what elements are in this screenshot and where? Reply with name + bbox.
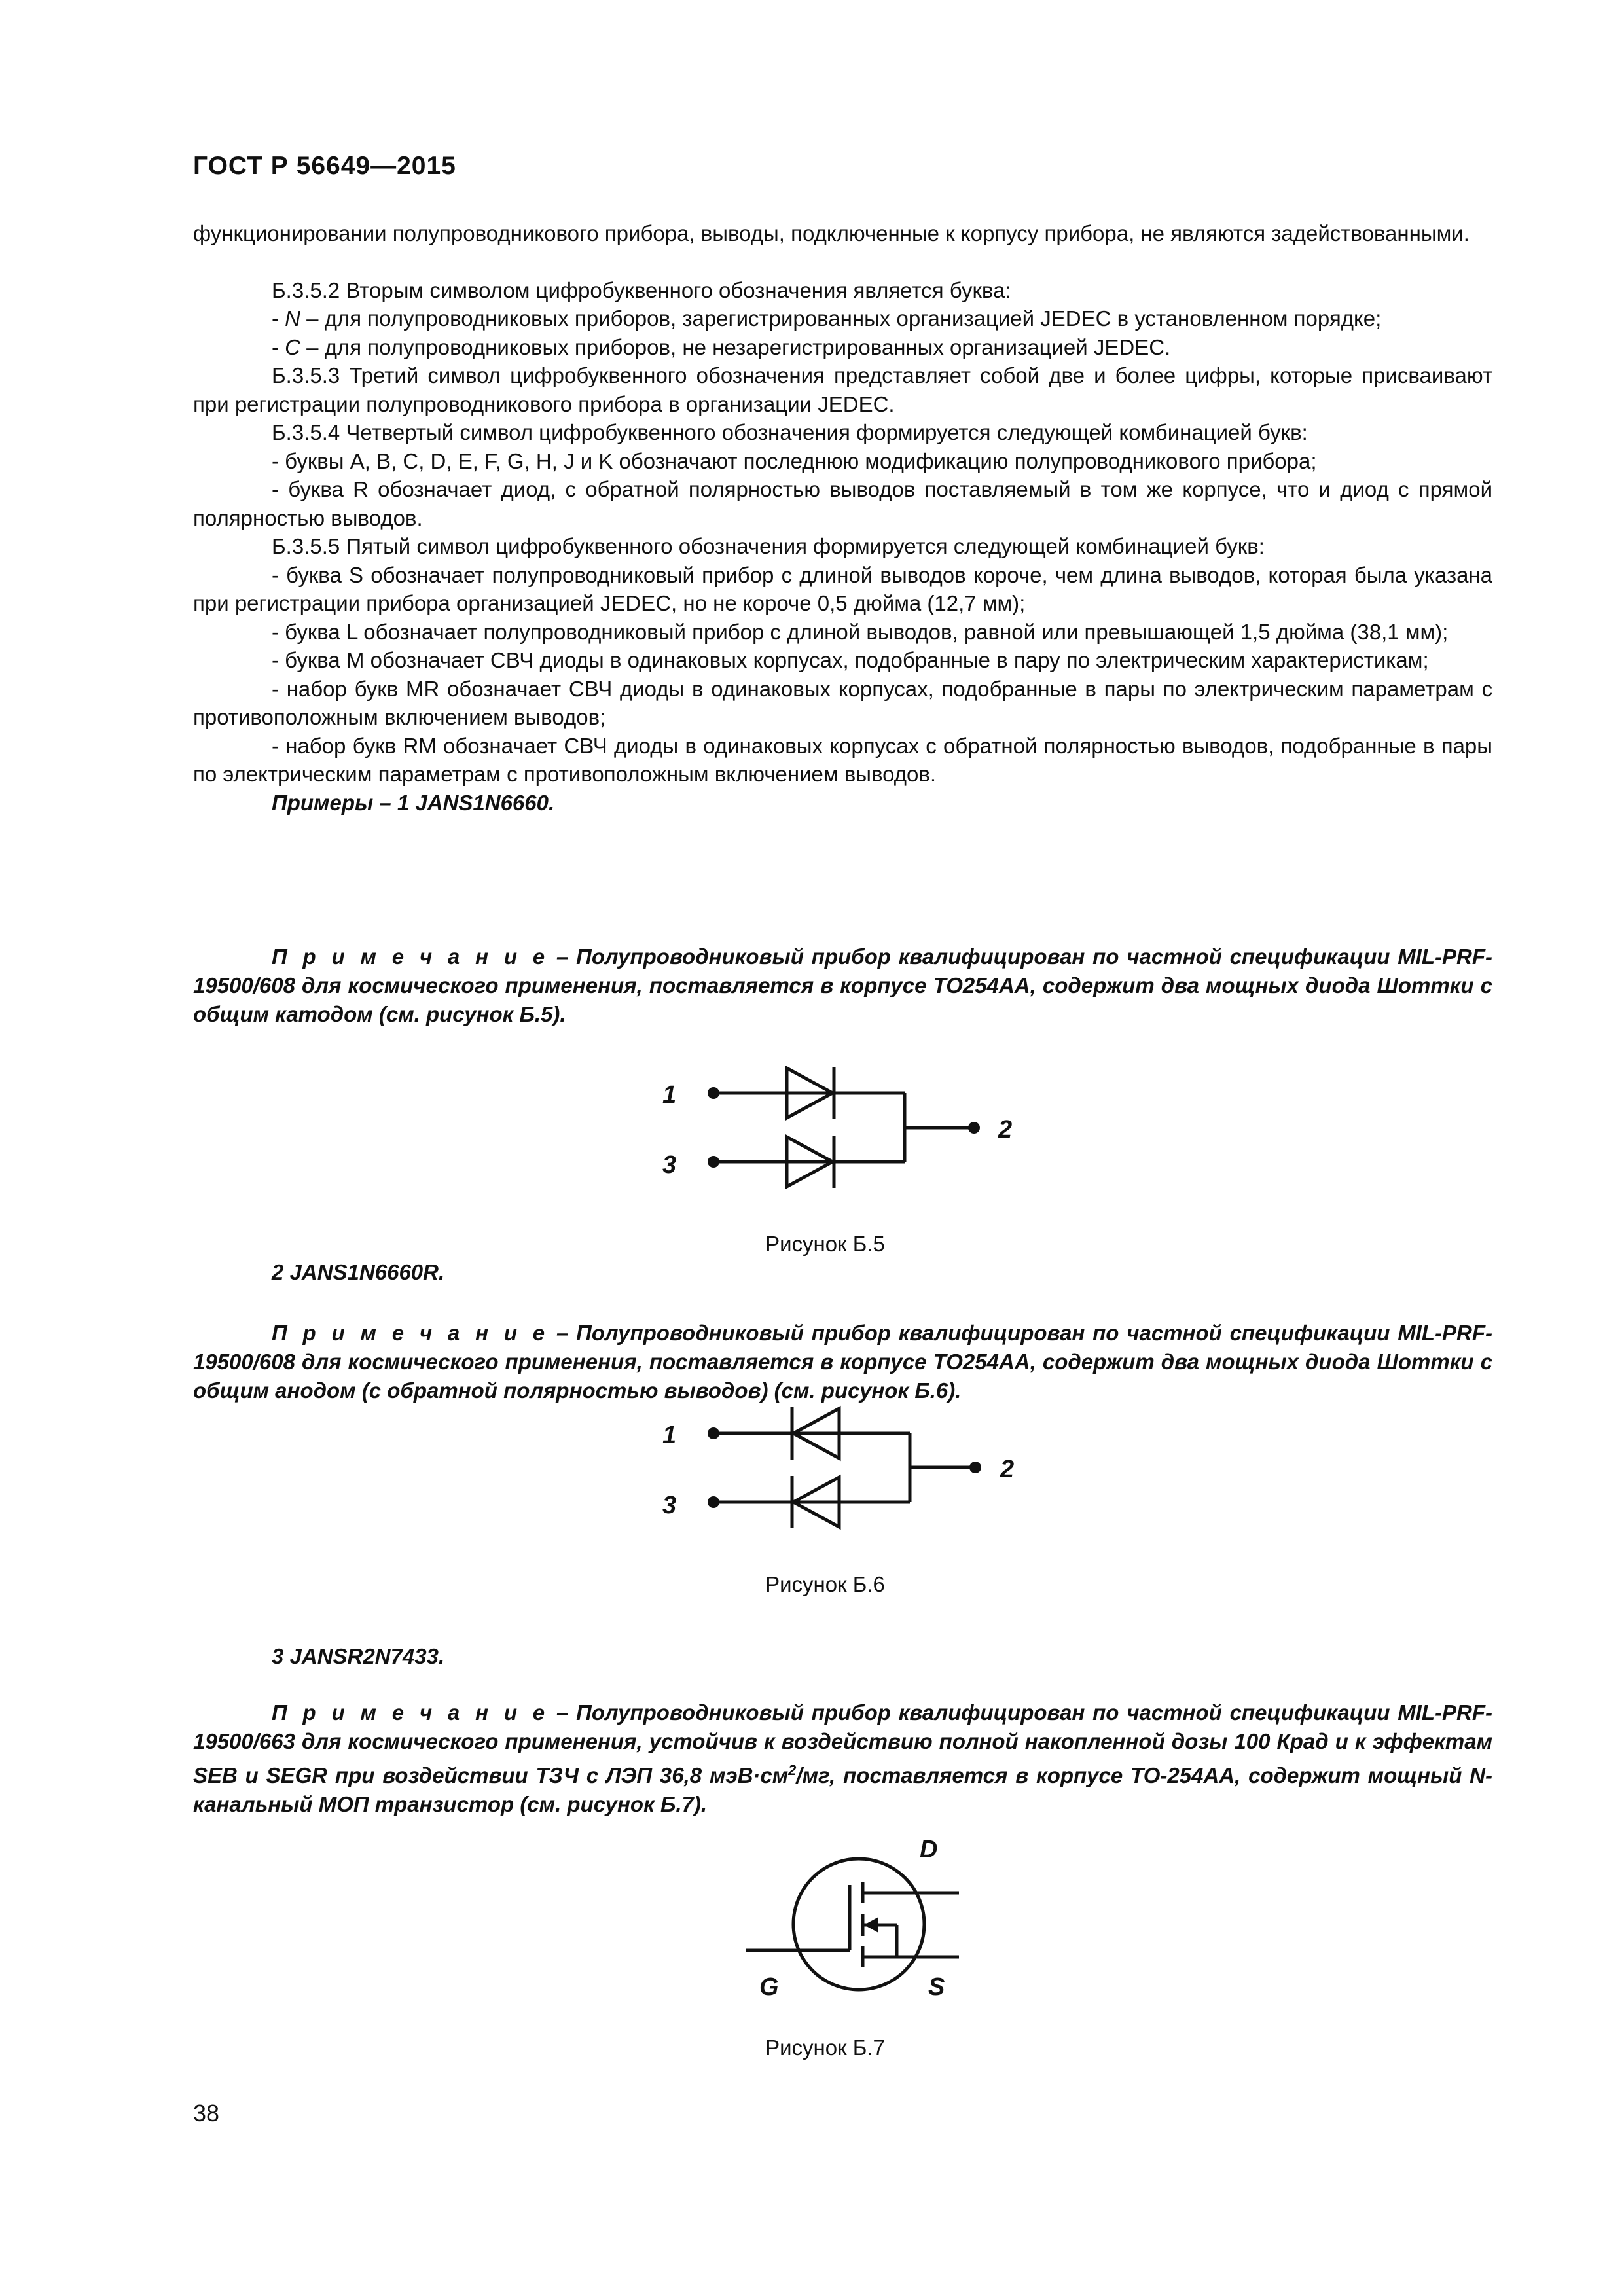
section-b355-intro: Б.3.5.5 Пятый символ цифробуквенного обозначения формируется следующей комбинацией букв:: [272, 534, 1265, 558]
note-2-text: – Полупроводниковый прибор квалифицирован по частной спецификации MIL-PRF-19500/608 для космического применения, поставляется в корпусе ТО254АА, содержит два мощных диода Шоттки с общим анодом (с обратной полярностью выводов) (см. рисунок Б.6).: [193, 1321, 1492, 1403]
main-body-text: [193, 219, 1492, 817]
section-b355-item-mr: - набор букв MR обозначает СВЧ диоды в одинаковых корпусах, подобранные в пары по электрическим параметрам с противоположным включением выводов;: [193, 676, 1492, 729]
note-2-label: П р и м е ч а н и е: [272, 1321, 549, 1345]
note-1-label: П р и м е ч а н и е: [272, 944, 549, 969]
note-1-text: – Полупроводниковый прибор квалифицирован по частной спецификации MIL-PRF-19500/608 для космического применения, поставляется в корпусе ТО254АА, содержит два мощных диода Шоттки с общим катодом (см. рисунок Б.5).: [193, 944, 1492, 1026]
pin-1-label: 1: [662, 1422, 677, 1449]
document-code-header: ГОСТ Р 56649—2015: [193, 152, 456, 180]
section-b355-item-l: - буква L обозначает полупроводниковый прибор с длиной выводов, равной или превышающей 1,5 дюйма (38,1 мм);: [272, 619, 1449, 644]
section-b354-item1: - буквы A, B, C, D, E, F, G, H, J и K обозначают последнюю модификацию полупроводникового прибора;: [272, 448, 1317, 473]
section-b352-item-c: [193, 333, 1492, 362]
note-3-text-b: /мг, поставляется в корпусе ТО-254АА, содержит мощный N-канальный МОП транзистор (см. рисунок Б.7).: [193, 1763, 1492, 1816]
section-b355-item-s: - буква S обозначает полупроводниковый прибор с длиной выводов короче, чем длина выводов, которая была указана при регистрации прибора организацией JEDEC, но не короче 0,5 дюйма (12,7 мм);: [193, 562, 1492, 615]
section-b354-intro: Б.3.5.4 Четвертый символ цифробуквенного обозначения формируется следующей комбинацией букв:: [272, 420, 1308, 444]
letter-n: N: [285, 306, 301, 331]
section-b353: Б.3.5.3 Третий символ цифробуквенного обозначения представляет собой две и более цифры, которые присваивают при регистрации полупроводникового прибора в организации JEDEC.: [193, 363, 1492, 416]
gate-label: G: [759, 1973, 779, 2001]
figure-b6-common-anode-diodes: [648, 1404, 1054, 1561]
note-2: [193, 1319, 1492, 1405]
example-3: 3 JANSR2N7433.: [272, 1644, 445, 1668]
note-1: [193, 942, 1492, 1029]
note-3-text-a: – Полупроводниковый прибор квалифицирован по частной спецификации MIL-PRF-19500/663 для космического применения, устойчив к воздействию полной накопленной дозы 100 Крад и к эффектам SEB и SEGR при воздействии ТЗЧ с ЛЭП 36,8 мэВ·см: [193, 1700, 1492, 1787]
figure-b7-n-channel-mosfet: [733, 1820, 995, 2016]
example-2: 2 JANS1N6660R.: [272, 1260, 445, 1284]
pin-1-dot: [708, 1087, 719, 1099]
note-3-label: П р и м е ч а н и е: [272, 1700, 549, 1725]
pin-3-dot: [708, 1496, 719, 1508]
examples-title: Примеры – 1 JANS1N6660.: [272, 790, 555, 815]
figure-b5-caption: Рисунок Б.5: [765, 1232, 885, 1256]
section-b354-item2: - буква R обозначает диод, с обратной полярностью выводов поставляемый в том же корпусе, что и диод с прямой полярностью выводов.: [193, 477, 1492, 530]
figure-b7-caption: Рисунок Б.7: [765, 2036, 885, 2060]
pin-2-dot: [968, 1122, 980, 1134]
pin-3-label: 3: [662, 1492, 677, 1519]
continuation-paragraph: функционировании полупроводникового прибора, выводы, подключенные к корпусу прибора, не являются задействованными.: [193, 221, 1470, 245]
pin-3-dot: [708, 1156, 719, 1168]
pin-2-label: 2: [998, 1116, 1013, 1143]
section-b355-item-m: - буква M обозначает СВЧ диоды в одинаковых корпусах, подобранные в пару по электрическим характеристикам;: [272, 648, 1429, 672]
section-b352-item-n: [193, 304, 1492, 333]
pin-2-label: 2: [1000, 1456, 1015, 1483]
pin-1-dot: [708, 1427, 719, 1439]
note-3-superscript: 2: [788, 1762, 797, 1778]
section-b352-intro: Б.3.5.2 Вторым символом цифробуквенного обозначения является буква:: [272, 278, 1011, 302]
drain-label: D: [920, 1836, 938, 1863]
item-c-text: – для полупроводниковых приборов, не незарегистрированных организацией JEDEC.: [300, 334, 1171, 359]
figure-b5-common-cathode-diodes: [648, 1054, 1054, 1217]
item-n-prefix: -: [272, 306, 285, 331]
section-b355-item-rm: - набор букв RM обозначает СВЧ диоды в одинаковых корпусах с обратной полярностью выводов, подобранные в пары по электрическим параметрам с противоположным включением выводов.: [193, 733, 1492, 786]
channel-arrow-icon: [864, 1917, 878, 1933]
pin-3-label: 3: [662, 1151, 677, 1179]
item-n-text: – для полупроводниковых приборов, зарегистрированных организацией JEDEC в установленном порядке;: [300, 306, 1382, 331]
note-3: [193, 1698, 1492, 1819]
page-number: 38: [193, 2100, 220, 2126]
figure-b6-caption: Рисунок Б.6: [765, 1572, 885, 1596]
item-c-prefix: -: [272, 334, 285, 359]
letter-c: C: [285, 334, 301, 359]
pin-2-dot: [969, 1462, 981, 1473]
source-label: S: [928, 1973, 945, 2001]
pin-1-label: 1: [662, 1081, 677, 1109]
